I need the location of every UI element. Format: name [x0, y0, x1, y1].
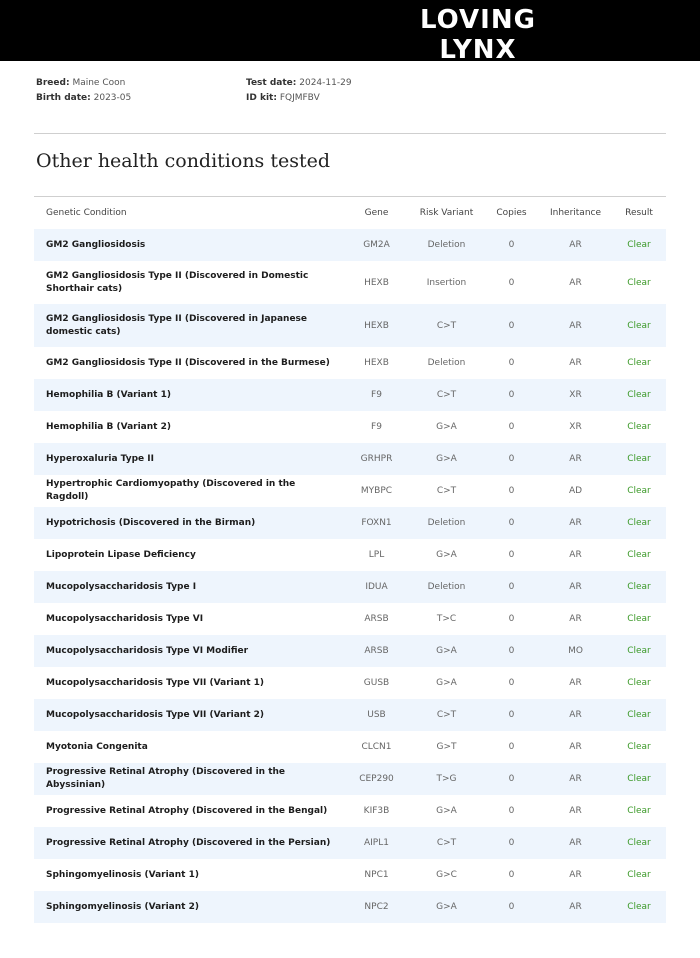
- copies-cell: 0: [508, 806, 515, 816]
- birth-line: [36, 91, 131, 106]
- condition-cell: Progressive Retinal Atrophy (Discovered in the Bengal): [46, 805, 328, 816]
- gene-cell: CEP290: [359, 774, 394, 784]
- gene-cell: USB: [367, 710, 386, 720]
- copies-cell: 0: [508, 742, 515, 752]
- copies-cell: 0: [508, 454, 515, 464]
- copies-cell: 0: [508, 277, 515, 288]
- table-row: [34, 443, 666, 475]
- risk-variant-cell: G>A: [436, 678, 457, 688]
- condition-cell: Hyperoxaluria Type II: [46, 453, 154, 464]
- result-cell: Clear: [627, 277, 651, 288]
- risk-variant-cell: G>A: [436, 646, 457, 656]
- inheritance-cell: AR: [569, 320, 582, 331]
- condition-cell: GM2 Gangliosidosis Type II (Discovered in Japanese domestic cats): [46, 313, 308, 337]
- test-date-value: 2024-11-29: [299, 78, 352, 88]
- gene-cell: IDUA: [365, 582, 388, 592]
- birth-value: 2023-05: [93, 93, 132, 103]
- risk-variant-cell: Deletion: [427, 518, 466, 528]
- cat-info: [36, 76, 131, 106]
- condition-cell: Sphingomyelinosis (Variant 2): [46, 901, 199, 912]
- header-result: Result: [625, 208, 653, 218]
- risk-variant-cell: Deletion: [427, 240, 466, 250]
- result-cell: Clear: [627, 806, 651, 816]
- inheritance-cell: AR: [569, 582, 582, 592]
- header-condition: Genetic Condition: [46, 208, 127, 218]
- copies-cell: 0: [508, 902, 515, 912]
- risk-variant-cell: C>T: [436, 710, 457, 720]
- copies-cell: 0: [508, 870, 515, 880]
- table-row: [34, 571, 666, 603]
- table-row: [34, 635, 666, 667]
- gene-cell: GRHPR: [360, 454, 393, 464]
- condition-cell: Progressive Retinal Atrophy (Discovered in the Abyssinian): [46, 767, 286, 790]
- table-row: [34, 347, 666, 379]
- gene-cell: NPC2: [364, 902, 389, 912]
- condition-cell: Hemophilia B (Variant 2): [46, 421, 171, 432]
- condition-cell: Mucopolysaccharidosis Type VII (Variant 2): [46, 709, 265, 720]
- inheritance-cell: AR: [569, 240, 582, 250]
- test-date-label: Test date:: [246, 78, 297, 88]
- copies-cell: 0: [508, 486, 515, 496]
- table-row: [34, 475, 666, 507]
- header-gene: Gene: [364, 208, 389, 218]
- breed-value: Maine Coon: [72, 78, 126, 88]
- copies-cell: 0: [508, 358, 515, 368]
- table-row: [34, 891, 666, 923]
- gene-cell: ARSB: [364, 646, 389, 656]
- copies-cell: 0: [508, 614, 515, 624]
- gene-cell: HEXB: [364, 358, 389, 368]
- copies-cell: 0: [508, 710, 515, 720]
- gene-cell: KIF3B: [363, 806, 390, 816]
- table-row: [34, 827, 666, 859]
- copies-cell: 0: [508, 678, 515, 688]
- table-row: [34, 731, 666, 763]
- table-row: [34, 667, 666, 699]
- result-cell: Clear: [627, 742, 651, 752]
- gene-cell: F9: [371, 422, 382, 432]
- gene-cell: LPL: [368, 550, 385, 560]
- result-cell: Clear: [627, 454, 651, 464]
- table-row: [34, 411, 666, 443]
- table-row: [34, 859, 666, 891]
- condition-cell: Hemophilia B (Variant 1): [46, 389, 171, 400]
- result-cell: Clear: [627, 646, 651, 656]
- result-cell: Clear: [627, 710, 651, 720]
- result-cell: Clear: [627, 870, 651, 880]
- gene-cell: F9: [371, 390, 382, 400]
- gene-cell: AIPL1: [364, 838, 389, 848]
- table-row: [34, 507, 666, 539]
- result-cell: Clear: [627, 518, 651, 528]
- risk-variant-cell: G>A: [436, 454, 457, 464]
- inheritance-cell: AR: [569, 710, 582, 720]
- risk-variant-cell: G>T: [436, 742, 457, 752]
- header-inheritance: Inheritance: [549, 208, 602, 218]
- condition-cell: Mucopolysaccharidosis Type VII (Variant 1): [46, 677, 265, 688]
- risk-variant-cell: T>G: [436, 774, 457, 784]
- brand-name: LOVING LYNX: [420, 5, 536, 65]
- copies-cell: 0: [508, 390, 515, 400]
- condition-cell: Mucopolysaccharidosis Type I: [46, 581, 197, 592]
- risk-variant-cell: C>T: [436, 838, 457, 848]
- condition-cell: GM2 Gangliosidosis Type II (Discovered in Domestic Shorthair cats): [46, 270, 309, 294]
- divider: [34, 133, 666, 134]
- inheritance-cell: AR: [569, 806, 582, 816]
- gene-cell: FOXN1: [361, 518, 392, 528]
- gene-cell: NPC1: [364, 870, 389, 880]
- kit-value: FQJMFBV: [279, 93, 320, 103]
- inheritance-cell: XR: [569, 390, 582, 400]
- brand-logo: [378, 5, 578, 81]
- risk-variant-cell: Deletion: [427, 358, 466, 368]
- inheritance-cell: AR: [569, 838, 582, 848]
- condition-cell: Myotonia Congenita: [46, 741, 148, 752]
- birth-label: Birth date:: [36, 93, 91, 103]
- gene-cell: ARSB: [364, 614, 389, 624]
- result-cell: Clear: [627, 550, 651, 560]
- result-cell: Clear: [627, 614, 651, 624]
- risk-variant-cell: C>T: [436, 320, 457, 331]
- risk-variant-cell: G>A: [436, 806, 457, 816]
- breed-label: Breed:: [36, 78, 70, 88]
- table-row: [34, 229, 666, 261]
- risk-variant-cell: G>A: [436, 550, 457, 560]
- gene-cell: HEXB: [364, 320, 389, 331]
- condition-cell: GM2 Gangliosidosis: [46, 239, 146, 250]
- table-row: [34, 763, 666, 795]
- risk-variant-cell: Insertion: [426, 277, 467, 288]
- table-body: [34, 229, 666, 923]
- inheritance-cell: AR: [569, 678, 582, 688]
- gene-cell: HEXB: [364, 277, 389, 288]
- result-cell: Clear: [627, 240, 651, 250]
- table-row: [34, 304, 666, 347]
- gene-cell: GM2A: [363, 240, 390, 250]
- risk-variant-cell: G>A: [436, 422, 457, 432]
- condition-cell: GM2 Gangliosidosis Type II (Discovered in the Burmese): [46, 357, 330, 368]
- conditions-table: [34, 197, 666, 923]
- section-title: Other health conditions tested: [36, 150, 331, 172]
- inheritance-cell: AD: [568, 486, 583, 496]
- table-header: [34, 197, 666, 229]
- result-cell: Clear: [627, 320, 651, 331]
- result-cell: Clear: [627, 902, 651, 912]
- inheritance-cell: AR: [569, 277, 582, 288]
- copies-cell: 0: [508, 582, 515, 592]
- condition-cell: Mucopolysaccharidosis Type VI Modifier: [46, 645, 249, 656]
- table-row: [34, 699, 666, 731]
- test-date-line: [246, 76, 352, 91]
- inheritance-cell: MO: [568, 646, 583, 656]
- inheritance-cell: AR: [569, 774, 582, 784]
- result-cell: Clear: [627, 774, 651, 784]
- risk-variant-cell: C>T: [436, 486, 457, 496]
- condition-cell: Hypertrophic Cardiomyopathy (Discovered in the Ragdoll): [46, 479, 296, 502]
- condition-cell: Hypotrichosis (Discovered in the Birman): [46, 517, 256, 528]
- inheritance-cell: AR: [569, 742, 582, 752]
- gene-cell: CLCN1: [361, 742, 392, 752]
- condition-cell: Lipoprotein Lipase Deficiency: [46, 549, 196, 560]
- copies-cell: 0: [508, 320, 515, 331]
- gene-cell: MYBPC: [360, 486, 393, 496]
- result-cell: Clear: [627, 358, 651, 368]
- risk-variant-cell: Deletion: [427, 582, 466, 592]
- inheritance-cell: AR: [569, 358, 582, 368]
- copies-cell: 0: [508, 518, 515, 528]
- risk-variant-cell: G>A: [436, 902, 457, 912]
- inheritance-cell: AR: [569, 550, 582, 560]
- kit-label: ID kit:: [246, 93, 277, 103]
- copies-cell: 0: [508, 646, 515, 656]
- breed-line: [36, 76, 131, 91]
- test-info: [246, 76, 352, 106]
- copies-cell: 0: [508, 240, 515, 250]
- condition-cell: Sphingomyelinosis (Variant 1): [46, 869, 199, 880]
- inheritance-cell: AR: [569, 454, 582, 464]
- kit-line: [246, 91, 352, 106]
- table-row: [34, 603, 666, 635]
- condition-cell: Progressive Retinal Atrophy (Discovered in the Persian): [46, 837, 331, 848]
- table-row: [34, 261, 666, 304]
- copies-cell: 0: [508, 550, 515, 560]
- header-copies: Copies: [496, 208, 527, 218]
- inheritance-cell: AR: [569, 870, 582, 880]
- copies-cell: 0: [508, 422, 515, 432]
- result-cell: Clear: [627, 390, 651, 400]
- inheritance-cell: AR: [569, 614, 582, 624]
- inheritance-cell: AR: [569, 902, 582, 912]
- inheritance-cell: XR: [569, 422, 582, 432]
- gene-cell: GUSB: [363, 678, 390, 688]
- header-risk-variant: Risk Variant: [419, 208, 474, 218]
- result-cell: Clear: [627, 486, 651, 496]
- table-row: [34, 795, 666, 827]
- condition-cell: Mucopolysaccharidosis Type VI: [46, 613, 204, 624]
- result-cell: Clear: [627, 582, 651, 592]
- result-cell: Clear: [627, 838, 651, 848]
- copies-cell: 0: [508, 774, 515, 784]
- header-banner: [0, 0, 700, 81]
- result-cell: Clear: [627, 422, 651, 432]
- copies-cell: 0: [508, 838, 515, 848]
- brand-tagline: Maine Coons: [414, 62, 542, 81]
- risk-variant-cell: G>C: [436, 870, 457, 880]
- risk-variant-cell: T>C: [436, 614, 457, 624]
- risk-variant-cell: C>T: [436, 390, 457, 400]
- table-row: [34, 379, 666, 411]
- result-cell: Clear: [627, 678, 651, 688]
- table-row: [34, 539, 666, 571]
- inheritance-cell: AR: [569, 518, 582, 528]
